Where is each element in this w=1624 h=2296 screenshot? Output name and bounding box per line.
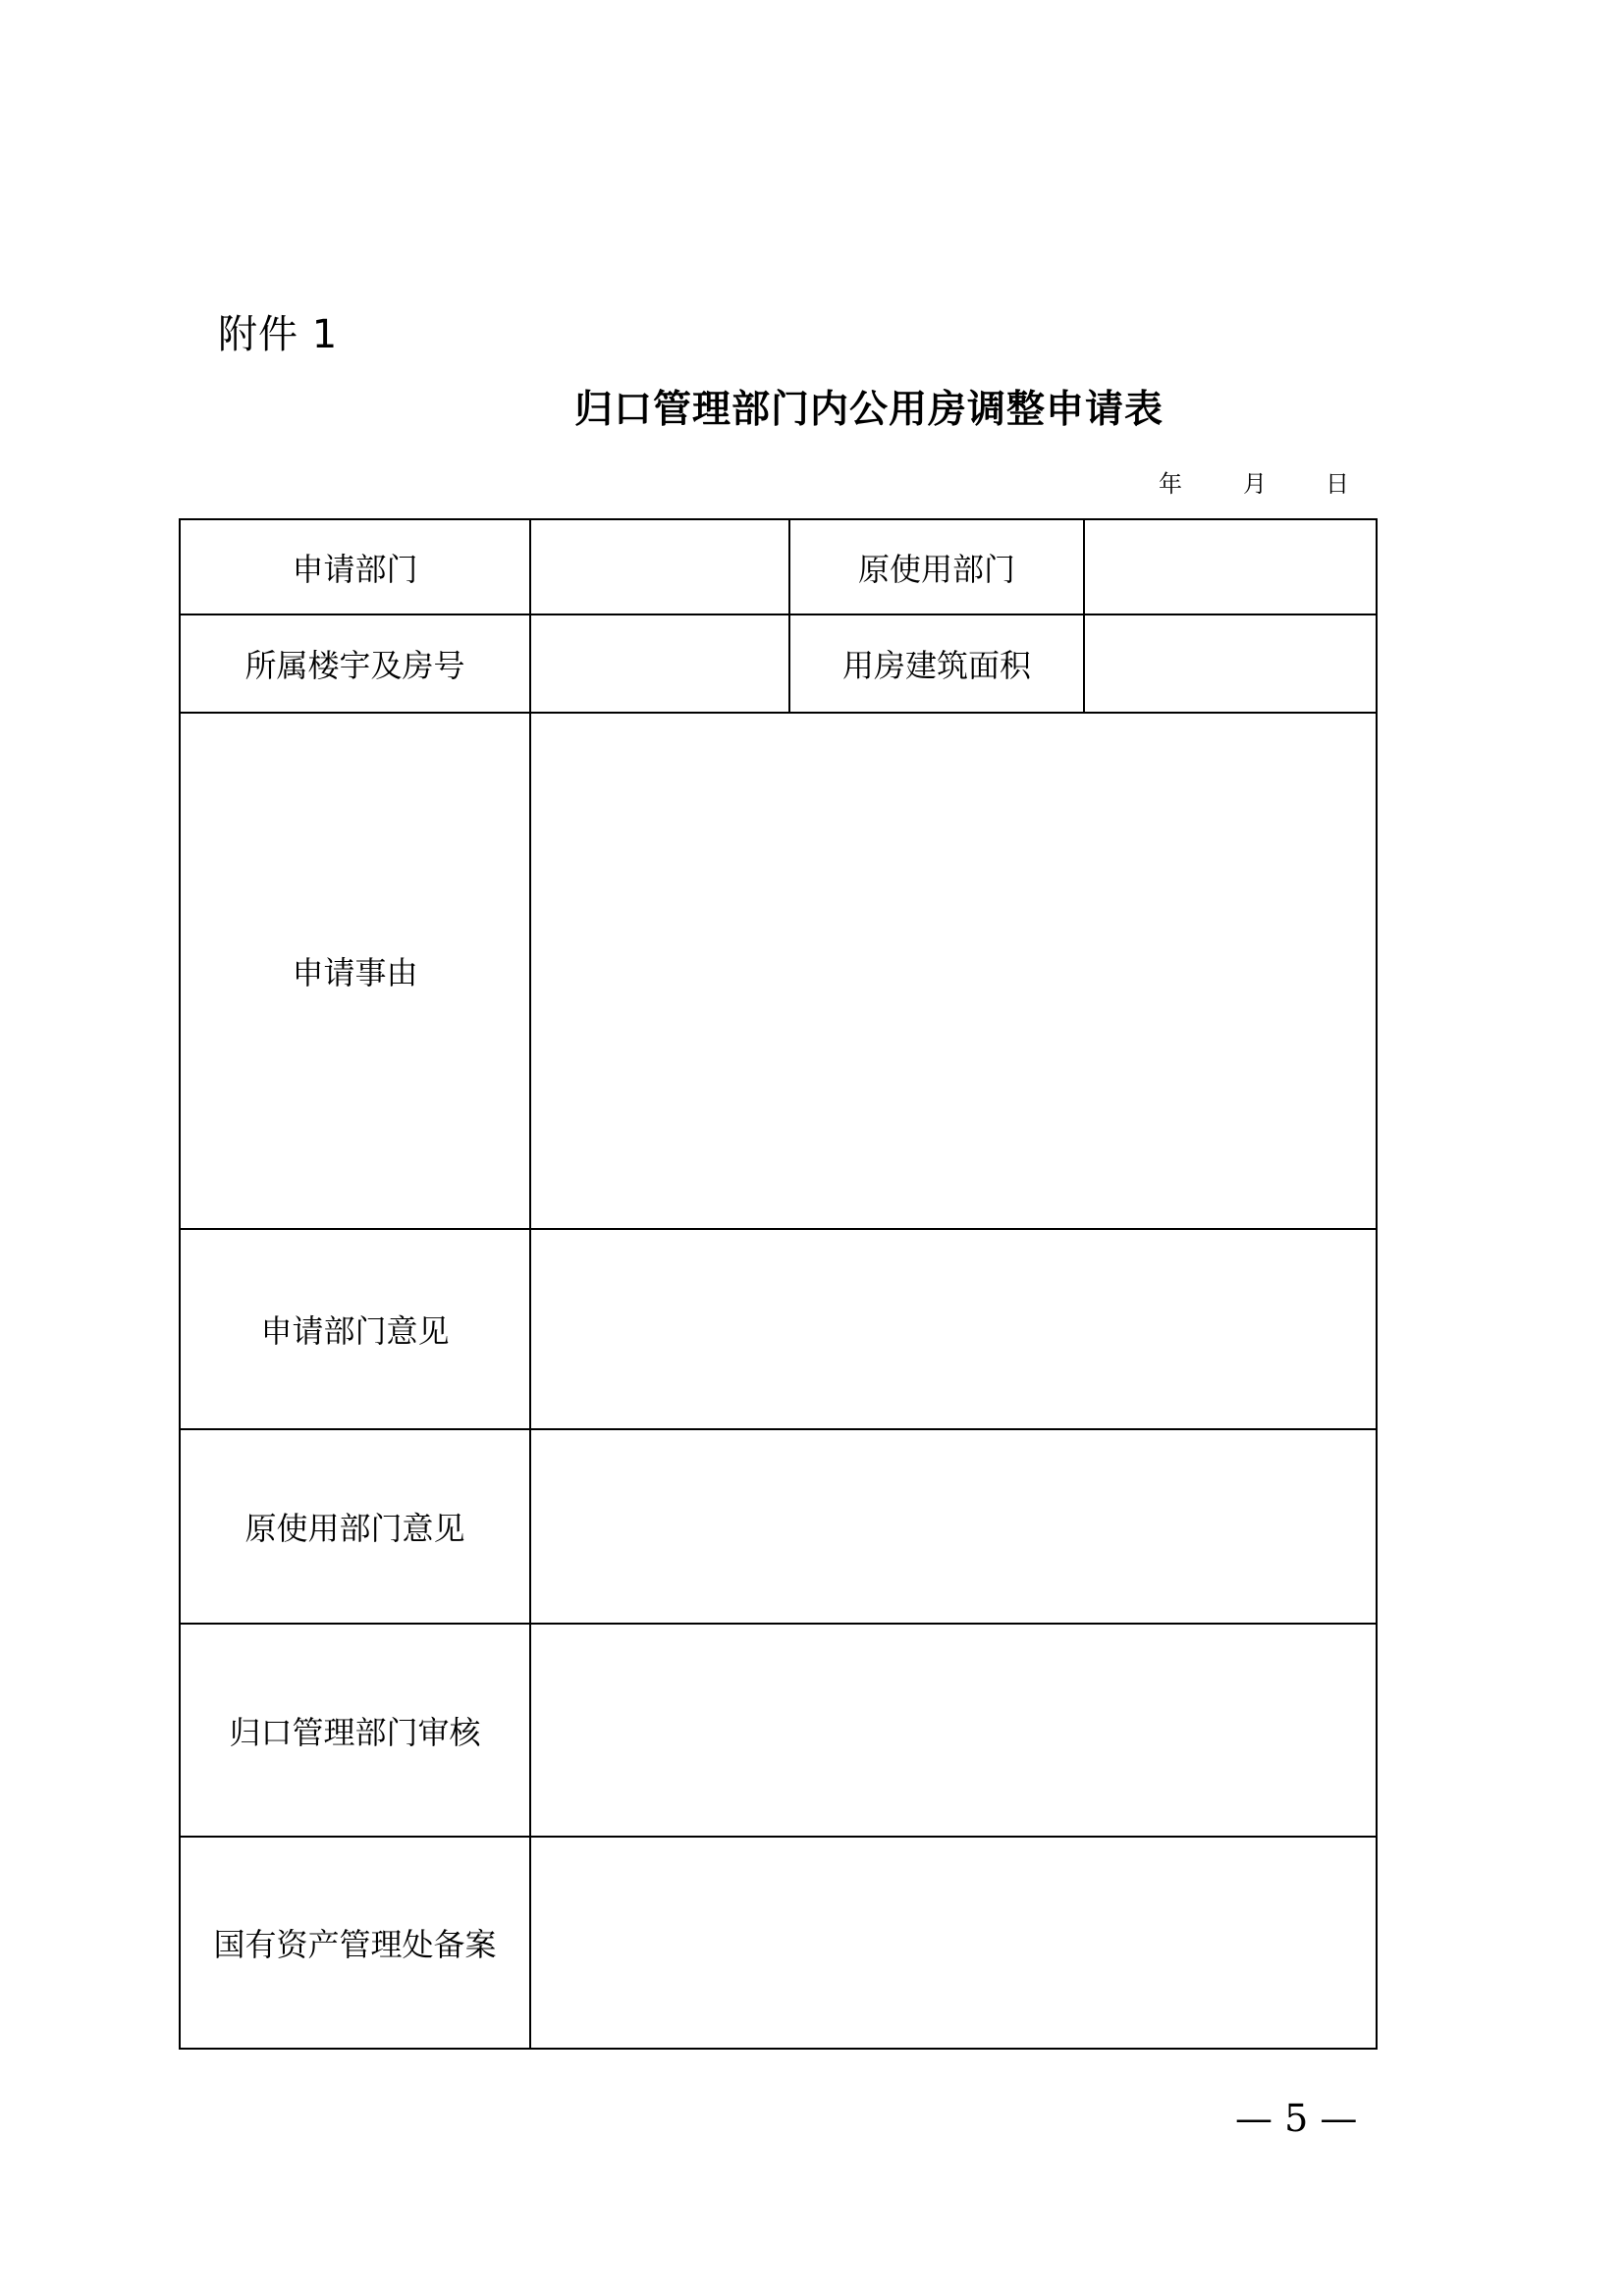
form-row-management-review: [180, 1624, 1377, 1837]
applicant-opinion-field[interactable]: [530, 1229, 1377, 1429]
building-room-label: 所属楼宇及房号: [180, 614, 530, 713]
asset-filing-field[interactable]: [530, 1837, 1377, 2049]
asset-filing-label: 国有资产管理处备案: [180, 1837, 530, 2049]
original-dept-label: 原使用部门: [789, 519, 1084, 614]
date-day-label: 日: [1326, 470, 1349, 498]
applicant-dept-field[interactable]: [530, 519, 789, 614]
original-dept-field[interactable]: [1084, 519, 1377, 614]
original-dept-opinion-field[interactable]: [530, 1429, 1377, 1624]
form-row-applicant-opinion: [180, 1229, 1377, 1429]
reason-field[interactable]: [530, 713, 1377, 1229]
application-form-table: [179, 518, 1378, 2050]
floor-area-field[interactable]: [1084, 614, 1377, 713]
applicant-dept-label: 申请部门: [180, 519, 530, 614]
original-dept-opinion-label: 原使用部门意见: [180, 1429, 530, 1624]
page-number: — 5 —: [1235, 2097, 1358, 2140]
management-review-label: 归口管理部门审核: [180, 1624, 530, 1837]
building-room-field[interactable]: [530, 614, 789, 713]
form-row-departments: [180, 519, 1377, 614]
applicant-opinion-label: 申请部门意见: [180, 1229, 530, 1429]
form-row-reason: [180, 713, 1377, 1229]
management-review-field[interactable]: [530, 1624, 1377, 1837]
attachment-label: 附件 1: [218, 312, 339, 357]
form-row-room: [180, 614, 1377, 713]
form-title: 归口管理部门内公用房调整申请表: [574, 388, 1164, 432]
floor-area-label: 用房建筑面积: [789, 614, 1084, 713]
reason-label: 申请事由: [180, 713, 530, 1229]
form-row-asset-filing: [180, 1837, 1377, 2049]
form-row-original-opinion: [180, 1429, 1377, 1624]
date-year-label: 年: [1159, 470, 1182, 498]
date-month-label: 月: [1243, 470, 1267, 498]
